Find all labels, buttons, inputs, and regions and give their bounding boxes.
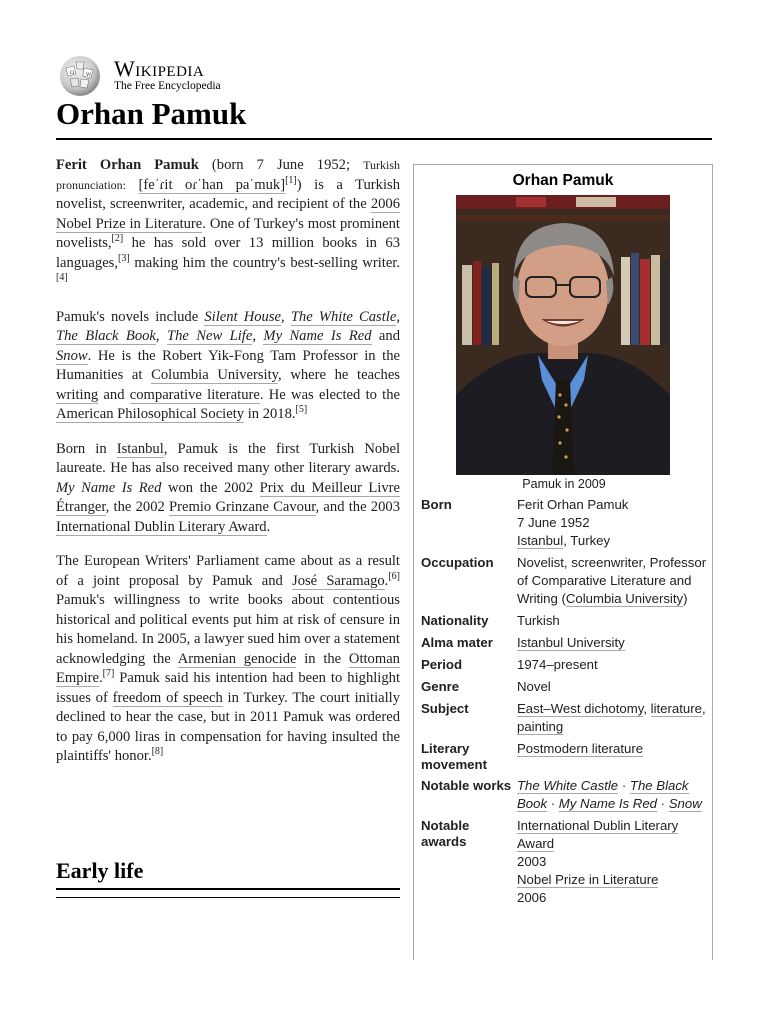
ref-8[interactable]: [8] <box>151 746 164 758</box>
freedom-of-speech-link[interactable]: freedom of speech <box>112 689 223 706</box>
book-link-white-castle[interactable]: The White Castle <box>290 308 397 325</box>
portrait-caption: Pamuk in 2009 <box>522 477 606 491</box>
infobox-row-alma-mater: Alma mater Istanbul University <box>421 635 625 650</box>
infobox-title: Orhan Pamuk <box>512 172 614 189</box>
ref-7[interactable]: [7] <box>102 668 115 680</box>
occupation-columbia-link[interactable]: Columbia University <box>565 591 684 606</box>
infobox-row-notable-works: Notable works The White Castle · The Black Book · My Name Is Red · Snow <box>421 778 702 811</box>
istanbul-link[interactable]: Istanbul <box>116 440 164 457</box>
east-west-dichotomy-link[interactable]: East–West dichotomy <box>517 701 644 716</box>
writing-link[interactable]: writing <box>56 386 99 403</box>
pronunciation-label: Turkish pronunciation: <box>56 158 400 192</box>
armenian-genocide-link[interactable]: Armenian genocide <box>177 650 297 667</box>
wikipedia-tagline: The Free Encyclopedia <box>114 80 221 92</box>
jose-saramago-link[interactable]: José Saramago <box>292 572 385 589</box>
infobox-row-subject: Subject East–West dichotomy, literature, painting <box>421 701 706 734</box>
work-link-snow[interactable]: Snow <box>668 796 702 811</box>
award-year-2006: 2006 <box>517 890 547 905</box>
book-title-my-name-is-red: My Name Is Red <box>56 479 162 496</box>
section-heading-early-life: Early life <box>56 858 400 890</box>
book-link-silent-house[interactable]: Silent House <box>204 308 282 325</box>
postmodern-literature-link[interactable]: Postmodern literature <box>517 741 644 756</box>
ipa-link[interactable]: [feˈɾit oɾˈhan paˈmuk] <box>138 176 286 193</box>
book-link-my-name-is-red[interactable]: My Name Is Red <box>263 328 372 344</box>
svg-text:Ω: Ω <box>70 70 75 76</box>
infobox-row-born: Born Ferit Orhan Pamuk 7 June 1952 Istanbul, Turkey <box>421 496 711 550</box>
lead-paragraph-2: Pamuk's novels include Silent House, The White Castle, The Black Book, The New Life, My Name Is Red and Snow. He is the Robert Yik-Fong Tam Professor in the Humanities at Columbia University, where he teaches writing and comparative literature. He was elected to the American Philosophical Society in 2018.[5] <box>56 308 401 422</box>
award-year-2003: 2003 <box>517 854 547 869</box>
premio-grinzane-cavour-link[interactable]: Premio Grinzane Cavour <box>169 499 316 515</box>
page-title: Orhan Pamuk <box>56 96 712 140</box>
birth-name: Ferit Orhan Pamuk <box>517 497 629 512</box>
award-link-nobel[interactable]: Nobel Prize in Literature <box>517 872 659 887</box>
ref-5[interactable]: [5] <box>295 404 308 416</box>
wikipedia-globe-icon[interactable] <box>56 54 104 98</box>
work-link-my-name-is-red[interactable]: My Name Is Red <box>558 796 657 811</box>
literature-link[interactable]: literature <box>650 701 702 716</box>
book-link-snow[interactable]: Snow <box>56 347 88 364</box>
svg-text:W: W <box>86 72 92 78</box>
painting-link[interactable]: painting <box>517 719 564 734</box>
subject-name: Ferit Orhan Pamuk <box>56 157 199 173</box>
book-link-new-life[interactable]: The New Life <box>166 328 253 344</box>
birthplace-istanbul-link[interactable]: Istanbul <box>517 533 564 548</box>
article-body <box>56 156 400 782</box>
istanbul-university-link[interactable]: Istanbul University <box>517 635 625 650</box>
lead-paragraph-3: Born in Istanbul, Pamuk is the first Turkish Nobel laureate. He has also received many other literary awards. My Name Is Red won the 2002 Prix du Meilleur Livre Étranger, the 2002 Premio Grinzane Cavour, and the 2003 International Dublin Literary Award. <box>56 440 400 535</box>
award-link-dublin[interactable]: International Dublin Literary Award <box>517 818 679 851</box>
book-link-black-book[interactable]: The Black Book <box>56 328 156 344</box>
infobox-row-genre: Genre Novel <box>421 679 551 694</box>
infobox-rows <box>421 496 711 911</box>
ref-4[interactable]: [4] <box>56 272 68 284</box>
nobel-prize-link[interactable]: 2006 Nobel Prize in Literature <box>56 196 400 232</box>
section-divider <box>56 897 400 898</box>
prix-meilleur-livre-link[interactable]: Prix du Meilleur Livre Étranger <box>56 479 400 515</box>
infobox-row-period: Period 1974–present <box>421 657 598 672</box>
work-link-white-castle[interactable]: The White Castle <box>517 778 619 793</box>
ref-2[interactable]: [2] <box>111 233 124 245</box>
american-philosophical-society-link[interactable]: American Philosophical Society <box>56 406 245 422</box>
infobox-row-notable-awards: Notable awards International Dublin Literary Award 2003 Nobel Prize in Literature 2006 <box>421 817 711 907</box>
portrait-photo[interactable] <box>456 195 670 475</box>
infobox <box>413 164 713 960</box>
lead-paragraph-1: Ferit Orhan Pamuk (born 7 June 1952; Turkish pronunciation: [feˈɾit oɾˈhan paˈmuk][1]) is a Turkish novelist, screenwriter, academic, and recipient of the 2006 Nobel Prize in Literature. One of Turkey's most prominent novelists,[2] he has sold over 13 million books in 63 languages,[3] making him the country's best-selling writer.[4] <box>56 157 400 284</box>
infobox-row-literary-movement: Literary movement Postmodern literature <box>421 741 644 772</box>
site-header <box>56 54 256 98</box>
infobox-row-occupation: Occupation Novelist, screenwriter, Professor of Comparative Literature and Writing (Columbia University) <box>421 555 707 606</box>
birth-date: 7 June 1952 <box>517 515 590 530</box>
infobox-row-nationality: Nationality Turkish <box>421 613 560 628</box>
comparative-literature-link[interactable]: comparative literature <box>129 386 260 403</box>
columbia-university-link[interactable]: Columbia University <box>151 367 279 383</box>
ref-3[interactable]: [3] <box>118 252 130 264</box>
wikipedia-wordmark[interactable]: Wikipedia <box>114 56 205 81</box>
dublin-literary-award-link[interactable]: International Dublin Literary Award <box>56 518 267 535</box>
portrait-image <box>456 195 670 475</box>
ottoman-empire-link[interactable]: Ottoman Empire <box>56 650 400 686</box>
ref-6[interactable]: [6] <box>388 570 400 582</box>
ref-1[interactable]: [1] <box>285 174 297 186</box>
lead-paragraph-4: The European Writers' Parliament came about as a result of a joint proposal by Pamuk and José Saramago.[6] Pamuk's willingness to write books about contentious historical and political events put him at risk of censure in his homeland. In 2005, a lawyer sued him over a statement acknowledging the Armenian genocide in the Ottoman Empire.[7] Pamuk said his intention had been to highlight issues of freedom of speech in Turkey. The court initially declined to hear the case, but in 2011 Pamuk was ordered to pay 6,000 liras in compensation for having insulted the plaintiffs' honor.[8] <box>56 553 401 764</box>
work-link-black-book[interactable]: The Black Book <box>517 778 689 811</box>
